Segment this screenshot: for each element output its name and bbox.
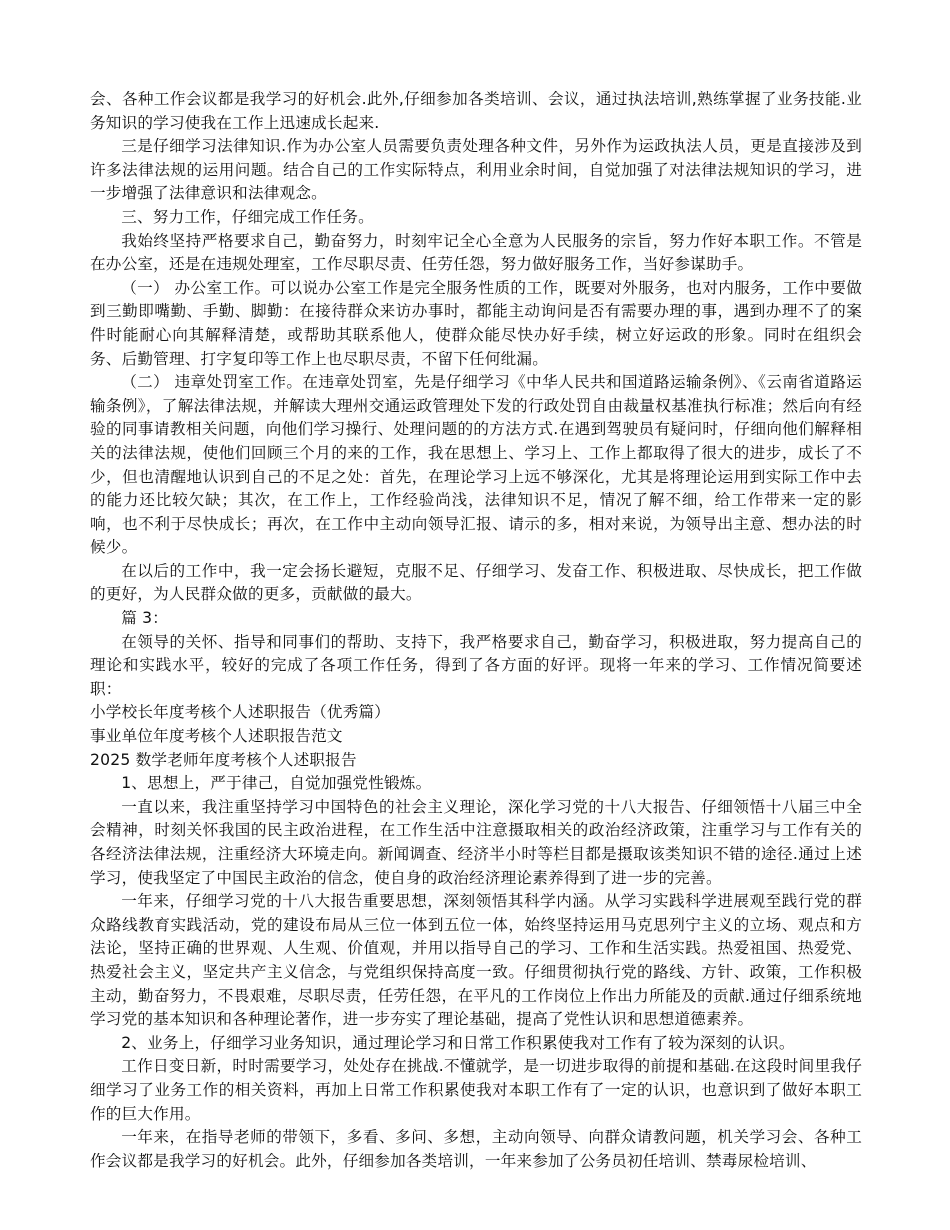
related-title: 小学校长年度考核个人述职报告（优秀篇） [90,703,391,722]
paragraph: 我始终坚持严格要求自己，勤奋努力，时刻牢记全心全意为人民服务的宗旨，努力作好本职工作。不管是在办公室，还是在违规处理室，工作尽职尽责、任劳任怨，努力做好服务工作，当好参谋助手。 [90,231,862,274]
paragraph: 工作日变日新，时时需要学习，处处存在挑战.不懂就学，是一切进步取得的前提和基础.在这段时间里我仔细学习了业务工作的相关资料，再加上日常工作积累使我对本职工作有了一定的认识，也意识到了做好本职工作的巨大作用。 [90,1057,862,1123]
paragraph: 会、各种工作会议都是我学习的好机会.此外,仔细参加各类培训、会议，通过执法培训,熟练掌握了业务技能.业务知识的学习使我在工作上迅速成长起来. [90,90,862,132]
section-heading: 1、思想上，严于律己，自觉加强党性锻炼。 [121,774,432,793]
paragraph: 一直以来，我注重坚持学习中国特色的社会主义理论，深化学习党的十八大报告、仔细领悟十八届三中全会精神，时刻关怀我国的民主政治进程，在工作生活中注意摄取相关的政治经济政策，注重学习与工作有关的各经济法律法规，注重经济大环境走向。新闻调查、经济半小时等栏目都是摄取该类知识不错的途径.通过上述学习，使我坚定了中国民主政治的信念，使自身的政治经济理论素养得到了进一步的完善。 [90,797,862,887]
paragraph: 在以后的工作中，我一定会扬长避短，克服不足、仔细学习、发奋工作、积极进取、尽快成长，把工作做的更好，为人民群众做的更多，贡献做的最大。 [90,561,862,604]
related-title: 事业单位年度考核个人述职报告范文 [90,727,343,746]
related-title: 2025 数学老师年度考核个人述职报告 [90,750,357,769]
paragraph: 三是仔细学习法律知识.作为办公室人员需要负责处理各种文件，另外作为运政执法人员，更是直接涉及到许多法律法规的运用问题。结合自己的工作实际特点，利用业余时间，自觉加强了对法律法规知识的学习，进一步增强了法律意识和法律观念。 [90,137,862,203]
paragraph: 在领导的关怀、指导和同事们的帮助、支持下，我严格要求自己，勤奋学习，积极进取，努力提高自己的理论和实践水平，较好的完成了各项工作任务，得到了各方面的好评。现将一年来的学习、工作情况简要述职： [90,632,862,698]
section-heading: 篇 3： [121,609,169,628]
section-heading: 2、业务上，仔细学习业务知识，通过理论学习和日常工作积累使我对工作有了较为深刻的认识。 [121,1033,795,1052]
paragraph: （一） 办公室工作。可以说办公室工作是完全服务性质的工作，既要对外服务，也对内服务，工作中要做到三勤即嘴勤、手勤、脚勤：在接待群众来访办事时，都能主动询问是否有需要办理的事，遇到办理不了的案件时能耐心向其解释清楚，或帮助其联系他人，使群众能尽快办好手续，树立好运政的形象。同时在组织会务、后勤管理、打字复印等工作上也尽职尽责，不留下任何纰漏。 [90,278,862,368]
section-heading: 三、努力工作，仔细完成工作任务。 [121,207,374,226]
paragraph: 一年来，仔细学习党的十八大报告重要思想，深刻领悟其科学内涵。从学习实践科学进展观至践行党的群众路线教育实践活动，党的建设布局从三位一体到五位一体，始终坚持运用马克思列宁主义的立场、观点和方法论，坚持正确的世界观、人生观、价值观，并用以指导自己的学习、工作和生活实践。热爱祖国、热爱党、热爱社会主义，坚定共产主义信念，与党组织保持高度一致。仔细贯彻执行党的路线、方针、政策，工作积极主动，勤奋努力，不畏艰难，尽职尽责，任劳任怨，在平凡的工作岗位上作出力所能及的贡献.通过仔细系统地学习党的基本知识和各种理论著作，进一步夯实了理论基础，提高了党性认识和思想道德素养。 [90,892,862,1029]
paragraph: （二） 违章处罚室工作。在违章处罚室，先是仔细学习《中华人民共和国道路运输条例》、《云南省道路运输条例》，了解法律法规，并解读大理州交通运政管理处下发的行政处罚自由裁量权基准执行标准；然后向有经验的同事请教相关问题，向他们学习操行、处理问题的的方法方式.在遇到驾驶员有疑问时，仔细向他们解释相关的法律法规，使他们回顾三个月的来的工作，我在思想上、学习上、工作上都取得了很大的进步，成长了不少，但也清醒地认识到自己的不足之处：首先，在理论学习上远不够深化，尤其是将理论运用到实际工作中去的能力还比较欠缺；其次，在工作上，工作经验尚浅，法律知识不足，情况了解不细，给工作带来一定的影响，也不利于尽快成长；再次，在工作中主动向领导汇报、请示的多，相对来说，为领导出主意、想办法的时候少。 [90,373,862,557]
paragraph: 一年来，在指导老师的带领下，多看、多问、多想，主动向领导、向群众请教问题，机关学习会、各种工作会议都是我学习的好机会。此外，仔细参加各类培训，一年来参加了公务员初任培训、禁毒尿检培训、 [90,1128,862,1170]
